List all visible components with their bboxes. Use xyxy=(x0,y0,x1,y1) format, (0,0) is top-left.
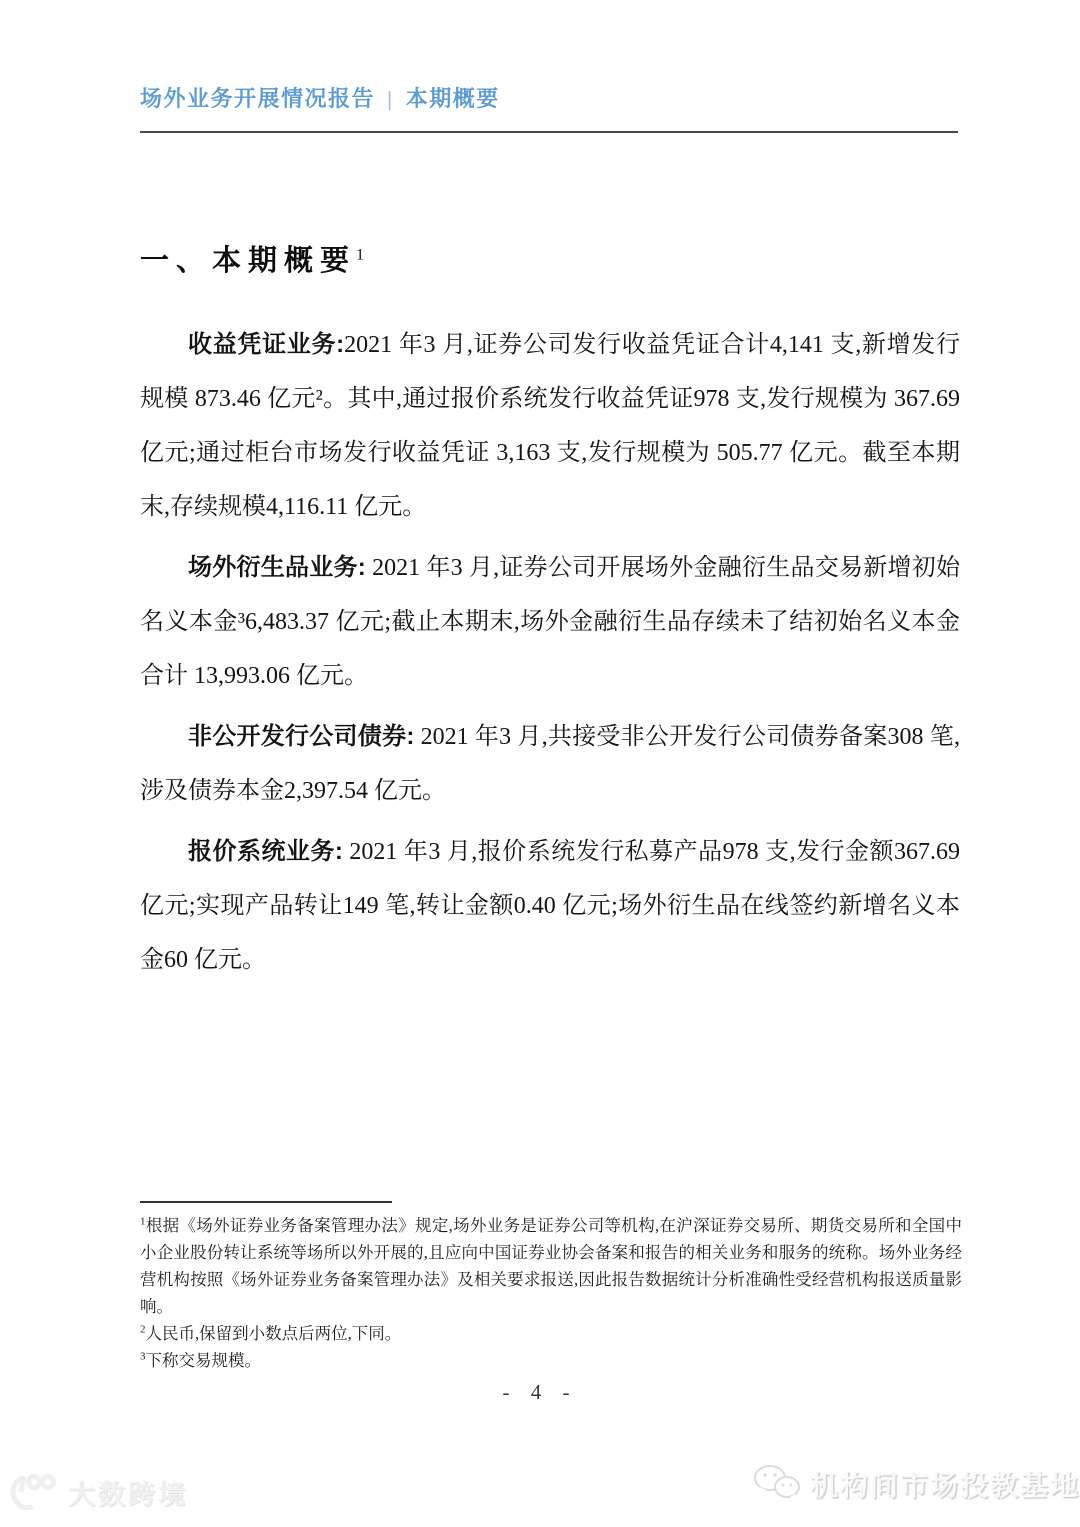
footnote-1 xyxy=(140,1212,962,1320)
paragraph-text: 2021 年3 月,共接受非公开发行公司债券备案308 笔,涉及债券本金2,397.54 亿元。 xyxy=(140,724,961,804)
watermark-dashu xyxy=(8,1472,188,1512)
footnote-marker: 1 xyxy=(140,1215,146,1228)
paragraph-text: 2021 年3 月,证券公司开展场外金融衍生品交易新增初始名义本金³6,483.37 亿元;截止本期末,场外金融衍生品存续未了结初始名义本金合计 13,993.06 亿元。 xyxy=(140,555,961,689)
section-title-footnote-ref: 1 xyxy=(356,246,365,264)
watermark-dashu-label: 大数跨境 xyxy=(68,1479,188,1510)
paragraph-income-certificates xyxy=(140,318,960,534)
footnote-marker: 2 xyxy=(140,1323,146,1336)
footnote-text: 人民币,保留到小数点后两位,下同。 xyxy=(145,1324,402,1343)
footnote-text: 根据《场外证券业务备案管理办法》规定,场外业务是证券公司等机构,在沪深证券交易所、期货交易所和全国中小企业股份转让系统等场所以外开展的,且应向中国证券业协会备案和报告的相关业务和服务的统称。场外业务经营机构按照《场外证券业务备案管理办法》及相关要求报送,因此报告数据统计分析准确性受经营机构报送质量影响。 xyxy=(140,1216,962,1316)
section-title-text: 一、本期概要 xyxy=(140,245,357,277)
page-header xyxy=(140,82,500,113)
watermark-jigoujian xyxy=(752,1463,1080,1505)
watermark-jigoujian-label: 机构间市场投教基地 xyxy=(810,1470,1080,1501)
paragraph-lead: 报价系统业务: xyxy=(188,838,343,865)
paragraph-lead: 场外衍生品业务: xyxy=(188,554,366,581)
page-number: - 4 - xyxy=(502,1380,578,1404)
header-report-title: 场外业务开展情况报告 xyxy=(140,86,376,111)
footnote-text: 下称交易规模。 xyxy=(145,1351,261,1370)
paragraph-lead: 非公开发行公司债券: xyxy=(188,723,415,750)
wechat-icon xyxy=(752,1463,802,1505)
dashu-logo-icon xyxy=(8,1472,60,1512)
body-text xyxy=(140,318,960,994)
paragraph-private-bonds xyxy=(140,710,960,818)
paragraph-otc-derivatives xyxy=(140,541,960,703)
header-divider-line xyxy=(140,131,958,133)
section-title xyxy=(140,238,364,279)
header-separator: | xyxy=(387,89,394,111)
paragraph-quotation-system xyxy=(140,825,960,987)
paragraph-text: 2021 年3 月,证券公司发行收益凭证合计4,141 支,新增发行规模 873.46 亿元²。其中,通过报价系统发行收益凭证978 支,发行规模为 367.69 亿元;通过柜台市场发行收益凭证 3,163 支,发行规模为 505.77 亿元。截至本期末,存续规模4,116.11 亿元。 xyxy=(140,332,961,520)
footnote-3 xyxy=(140,1347,962,1374)
footnote-divider-line xyxy=(140,1201,392,1203)
footnotes xyxy=(140,1212,962,1374)
paragraph-text: 2021 年3 月,报价系统发行私募产品978 支,发行金额367.69 亿元;实现产品转让149 笔,转让金额0.40 亿元;场外衍生品在线签约新增名义本金60 亿元。 xyxy=(140,839,960,973)
footnote-2 xyxy=(140,1320,962,1347)
footnote-marker: 3 xyxy=(140,1350,146,1363)
paragraph-lead: 收益凭证业务: xyxy=(188,331,345,358)
header-section-label: 本期概要 xyxy=(405,86,500,111)
